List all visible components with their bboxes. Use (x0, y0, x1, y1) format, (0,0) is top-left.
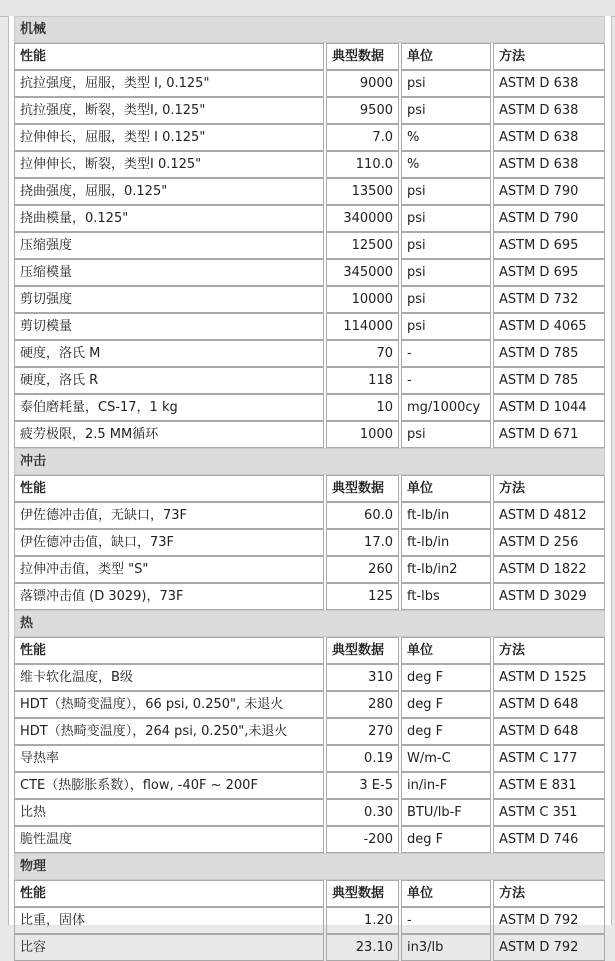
value-cell: 1.20 (326, 907, 399, 934)
value-cell: 280 (326, 691, 399, 718)
value-cell: 7.0 (326, 124, 399, 151)
unit-cell: - (401, 907, 491, 934)
header-unit: 单位 (401, 43, 491, 70)
unit-cell: deg F (401, 691, 491, 718)
method-cell: ASTM D 648 (493, 691, 605, 718)
value-cell: 70 (326, 340, 399, 367)
unit-cell: % (401, 124, 491, 151)
unit-cell: ft-lbs (401, 583, 491, 610)
section-row (14, 853, 605, 880)
method-cell: ASTM E 831 (493, 772, 605, 799)
unit-cell: psi (401, 313, 491, 340)
value-cell: 310 (326, 664, 399, 691)
header-property: 性能 (14, 475, 324, 502)
unit-cell: ft-lb/in (401, 502, 491, 529)
unit-cell: psi (401, 97, 491, 124)
method-cell: ASTM C 351 (493, 799, 605, 826)
table-row (14, 556, 605, 583)
section-title: 冲击 (14, 448, 605, 475)
method-cell: ASTM D 4065 (493, 313, 605, 340)
unit-cell: psi (401, 178, 491, 205)
property-cell: 压缩模量 (14, 259, 324, 286)
method-cell: ASTM D 695 (493, 259, 605, 286)
method-cell: ASTM D 1525 (493, 664, 605, 691)
property-cell: 拉伸伸长，断裂，类型I 0.125" (14, 151, 324, 178)
table-row (14, 259, 605, 286)
unit-cell: W/m-C (401, 745, 491, 772)
property-cell: 压缩强度 (14, 232, 324, 259)
value-cell: 60.0 (326, 502, 399, 529)
table-row (14, 745, 605, 772)
property-cell: 挠曲模量，0.125" (14, 205, 324, 232)
header-value: 典型数据 (326, 880, 399, 907)
method-cell: ASTM D 256 (493, 529, 605, 556)
unit-cell: psi (401, 205, 491, 232)
table-row (14, 691, 605, 718)
method-cell: ASTM D 790 (493, 205, 605, 232)
column-header-row (14, 880, 605, 907)
properties-panel[interactable] (8, 16, 612, 955)
value-cell: 270 (326, 718, 399, 745)
table-row (14, 772, 605, 799)
header-property: 性能 (14, 43, 324, 70)
table-row (14, 421, 605, 448)
method-cell: ASTM D 3029 (493, 583, 605, 610)
method-cell: ASTM D 638 (493, 97, 605, 124)
unit-cell: psi (401, 70, 491, 97)
value-cell: 10 (326, 394, 399, 421)
section-row (14, 16, 605, 43)
property-cell: 拉伸冲击值，类型 "S" (14, 556, 324, 583)
property-cell: HDT（热畸变温度），66 psi, 0.250", 未退火 (14, 691, 324, 718)
method-cell: ASTM D 4812 (493, 502, 605, 529)
unit-cell: BTU/lb-F (401, 799, 491, 826)
table-row (14, 340, 605, 367)
method-cell: ASTM D 792 (493, 934, 605, 961)
header-value: 典型数据 (326, 637, 399, 664)
property-cell: 伊佐德冲击值，无缺口，73F (14, 502, 324, 529)
property-cell: 疲劳极限，2.5 MM循环 (14, 421, 324, 448)
header-value: 典型数据 (326, 475, 399, 502)
value-cell: 17.0 (326, 529, 399, 556)
table-row (14, 286, 605, 313)
method-cell: ASTM D 732 (493, 286, 605, 313)
table-row (14, 529, 605, 556)
value-cell: 9500 (326, 97, 399, 124)
property-cell: 泰伯磨耗量，CS-17，1 kg (14, 394, 324, 421)
method-cell: ASTM D 792 (493, 907, 605, 934)
table-row (14, 70, 605, 97)
column-header-row (14, 475, 605, 502)
method-cell: ASTM D 1044 (493, 394, 605, 421)
table-row (14, 313, 605, 340)
value-cell: -200 (326, 826, 399, 853)
unit-cell: psi (401, 421, 491, 448)
value-cell: 9000 (326, 70, 399, 97)
table-row (14, 124, 605, 151)
header-method: 方法 (493, 475, 605, 502)
property-cell: 伊佐德冲击值，缺口，73F (14, 529, 324, 556)
value-cell: 10000 (326, 286, 399, 313)
method-cell: ASTM D 746 (493, 826, 605, 853)
property-cell: CTE（热膨胀系数），flow, -40F ~ 200F (14, 772, 324, 799)
table-row (14, 718, 605, 745)
property-cell: 拉伸伸长，屈服，类型 I 0.125" (14, 124, 324, 151)
property-cell: 剪切模量 (14, 313, 324, 340)
property-cell: 比容 (14, 934, 324, 961)
unit-cell: psi (401, 286, 491, 313)
method-cell: ASTM D 695 (493, 232, 605, 259)
method-cell: ASTM D 638 (493, 151, 605, 178)
table-row (14, 907, 605, 934)
value-cell: 0.30 (326, 799, 399, 826)
property-cell: 剪切强度 (14, 286, 324, 313)
table-row (14, 205, 605, 232)
value-cell: 13500 (326, 178, 399, 205)
method-cell: ASTM D 790 (493, 178, 605, 205)
table-row (14, 97, 605, 124)
method-cell: ASTM D 648 (493, 718, 605, 745)
table-row (14, 934, 605, 961)
value-cell: 1000 (326, 421, 399, 448)
table-row (14, 178, 605, 205)
method-cell: ASTM D 785 (493, 340, 605, 367)
table-row (14, 151, 605, 178)
property-cell: 抗拉强度，屈服，类型 I, 0.125" (14, 70, 324, 97)
property-cell: 硬度，洛氏 M (14, 340, 324, 367)
header-unit: 单位 (401, 880, 491, 907)
property-cell: 硬度，洛氏 R (14, 367, 324, 394)
value-cell: 23.10 (326, 934, 399, 961)
table-row (14, 367, 605, 394)
property-cell: 脆性温度 (14, 826, 324, 853)
properties-table (12, 16, 607, 961)
method-cell: ASTM C 177 (493, 745, 605, 772)
value-cell: 12500 (326, 232, 399, 259)
section-title: 机械 (14, 16, 605, 43)
header-method: 方法 (493, 43, 605, 70)
section-row (14, 448, 605, 475)
unit-cell: ft-lb/in2 (401, 556, 491, 583)
table-row (14, 826, 605, 853)
value-cell: 125 (326, 583, 399, 610)
unit-cell: - (401, 367, 491, 394)
table-row (14, 232, 605, 259)
value-cell: 3 E-5 (326, 772, 399, 799)
unit-cell: in3/lb (401, 934, 491, 961)
properties-table-body (14, 16, 605, 961)
method-cell: ASTM D 1822 (493, 556, 605, 583)
header-unit: 单位 (401, 475, 491, 502)
header-unit: 单位 (401, 637, 491, 664)
value-cell: 340000 (326, 205, 399, 232)
unit-cell: psi (401, 259, 491, 286)
unit-cell: % (401, 151, 491, 178)
unit-cell: in/in-F (401, 772, 491, 799)
property-cell: 比热 (14, 799, 324, 826)
property-cell: 落镖冲击值 (D 3029)，73F (14, 583, 324, 610)
table-row (14, 664, 605, 691)
unit-cell: psi (401, 232, 491, 259)
unit-cell: - (401, 340, 491, 367)
value-cell: 0.19 (326, 745, 399, 772)
column-header-row (14, 43, 605, 70)
header-value: 典型数据 (326, 43, 399, 70)
table-row (14, 799, 605, 826)
header-property: 性能 (14, 880, 324, 907)
value-cell: 110.0 (326, 151, 399, 178)
property-cell: 导热率 (14, 745, 324, 772)
unit-cell: mg/1000cy (401, 394, 491, 421)
section-title: 热 (14, 610, 605, 637)
method-cell: ASTM D 671 (493, 421, 605, 448)
value-cell: 345000 (326, 259, 399, 286)
method-cell: ASTM D 638 (493, 124, 605, 151)
top-bar (0, 0, 615, 17)
section-title: 物理 (14, 853, 605, 880)
value-cell: 114000 (326, 313, 399, 340)
unit-cell: deg F (401, 826, 491, 853)
property-cell: 挠曲强度，屈服，0.125" (14, 178, 324, 205)
header-method: 方法 (493, 637, 605, 664)
header-property: 性能 (14, 637, 324, 664)
table-row (14, 394, 605, 421)
unit-cell: deg F (401, 718, 491, 745)
unit-cell: deg F (401, 664, 491, 691)
property-cell: 抗拉强度，断裂，类型I, 0.125" (14, 97, 324, 124)
method-cell: ASTM D 785 (493, 367, 605, 394)
value-cell: 260 (326, 556, 399, 583)
value-cell: 118 (326, 367, 399, 394)
property-cell: 维卡软化温度，B级 (14, 664, 324, 691)
column-header-row (14, 637, 605, 664)
method-cell: ASTM D 638 (493, 70, 605, 97)
unit-cell: ft-lb/in (401, 529, 491, 556)
section-row (14, 610, 605, 637)
table-row (14, 502, 605, 529)
table-row (14, 583, 605, 610)
header-method: 方法 (493, 880, 605, 907)
property-cell: 比重，固体 (14, 907, 324, 934)
property-cell: HDT（热畸变温度），264 psi, 0.250",未退火 (14, 718, 324, 745)
